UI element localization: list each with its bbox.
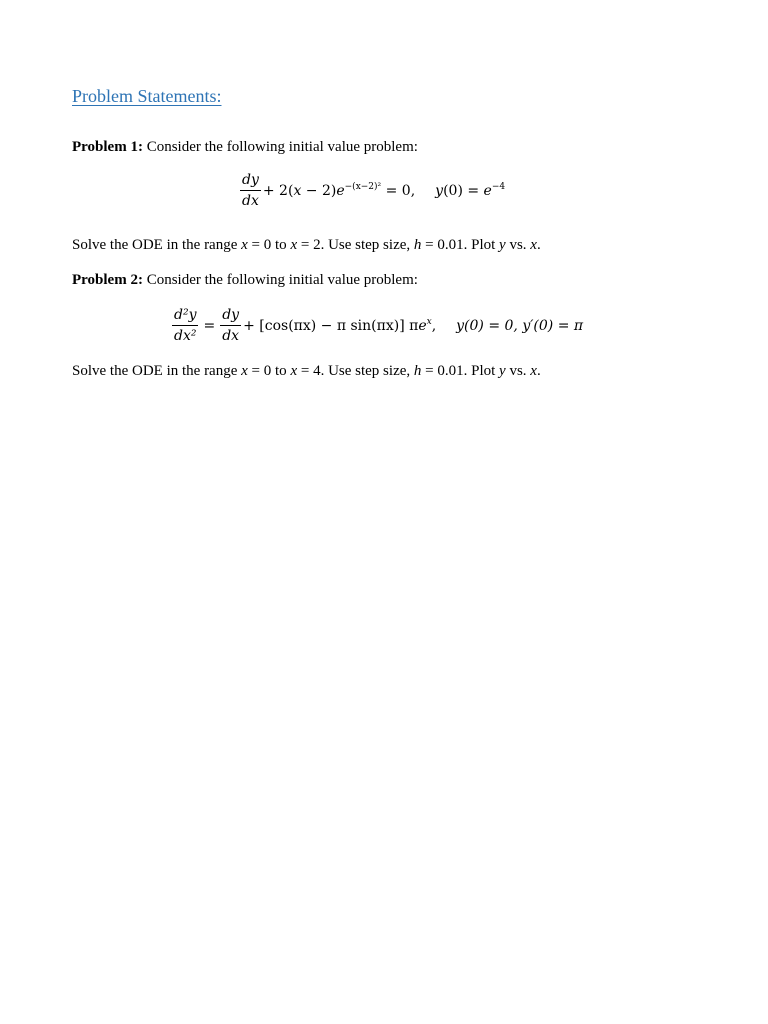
initial-condition: $y(0) = e^{-4}$ [435,181,506,199]
fraction-denominator: dx [242,193,259,209]
problem-2-instructions: Solve the ODE in the range x = 0 to x = 4. Use step size, h = 0.01. Plot y vs. x. [72,363,541,379]
equation-term: + $2(x - 2)e^{-(x-2)^2} = 0$, [262,181,416,199]
second-derivative-fraction: $\frac{\text{d²y}}{\text{dx²}}$ [174,307,197,344]
problem-1-equation [238,172,505,209]
problem-2-equation: $\frac{\text{d²y}}{\text{dx²}}$ = $\frac{dy}{dx}$ + [cos(πx) − π sin(πx)] $\pi e^x$, y(0) = 0, y′(0) = π [174,307,584,344]
section-heading: Problem Statements: [72,86,222,106]
problem-2-label: Problem 2: [72,272,143,288]
initial-conditions: y(0) = 0, y′(0) = π [456,317,584,334]
derivative-fraction [240,172,261,209]
equation-term: + [cos(πx) − π sin(πx)] $\pi e^x$, [243,316,437,334]
problem-1-intro [72,138,418,156]
problem-1-instructions: Solve the ODE in the range x = 0 to x = 2. Use step size, h = 0.01. Plot y vs. x. [72,237,541,253]
problem-2-intro [72,271,418,289]
exponent: −(x−2)² [344,181,382,192]
problem-1-label: Problem 1: [72,139,143,155]
fraction-numerator: dy [240,172,261,191]
problem-1-intro-text: Consider the following initial value problem: [142,139,418,155]
problem-2-intro-text: Consider the following initial value problem: [142,272,418,288]
first-derivative-fraction: $\frac{dy}{dx}$ [222,307,240,344]
